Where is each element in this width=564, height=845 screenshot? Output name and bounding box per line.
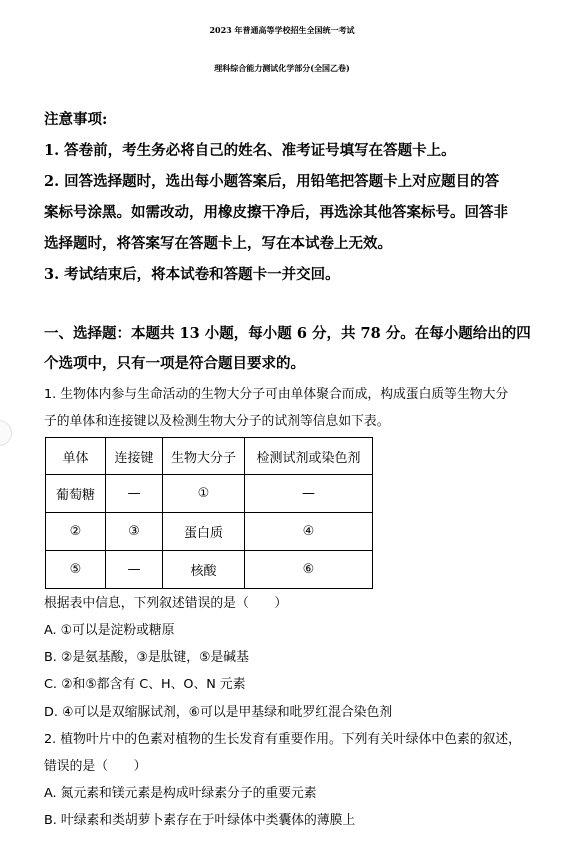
notice-line: 选择题时，将答案写在答题卡上，写在本试卷上无效。 [44, 235, 392, 252]
table-cell: 葡萄糖 [46, 475, 106, 513]
table-cell: ⑤ [46, 551, 106, 589]
section-heading-cont: 个选项中，只有一项是符合题目要求的。 [44, 355, 305, 372]
notice-line: 3. 考试结束后，将本试卷和答题卡一并交回。 [44, 266, 340, 283]
table-row [46, 513, 373, 551]
table-header-cell: 连接键 [106, 438, 163, 475]
table-cell: — [106, 551, 163, 589]
question-1-prompt: 根据表中信息，下列叙述错误的是（ ） [44, 596, 288, 611]
table-header-row [46, 438, 373, 475]
table-cell: ③ [106, 513, 163, 551]
notice-line: 1. 答卷前，考生务必将自己的姓名、准考证号填写在答题卡上。 [44, 142, 456, 159]
exam-subtitle: 理科综合能力测试化学部分(全国乙卷) [214, 63, 350, 73]
table-cell: — [245, 475, 373, 513]
table-cell: 蛋白质 [163, 513, 245, 551]
table-cell: — [106, 475, 163, 513]
notice-line: 2. 回答选择题时，选出每小题答案后，用铅笔把答题卡上对应题目的答 [44, 173, 500, 190]
question-1-option-a: A. ①可以是淀粉或糖原 [44, 623, 175, 638]
question-2-stem-cont: 错误的是（ ） [44, 759, 147, 774]
question-2-option-b: B. 叶绿素和类胡萝卜素存在于叶绿体中类囊体的薄膜上 [44, 813, 356, 828]
table-cell: 核酸 [163, 551, 245, 589]
exam-title: 2023 年普通高等学校招生全国统一考试 [209, 25, 355, 35]
table-header-cell: 检测试剂或染色剂 [245, 438, 373, 475]
question-2-stem: 2. 植物叶片中的色素对植物的生长发育有重要作用。下列有关叶绿体中色素的叙述， [44, 732, 521, 747]
table-header-cell: 单体 [46, 438, 106, 475]
table-cell: ⑥ [245, 551, 373, 589]
notice-line: 案标号涂黑。如需改动，用橡皮擦干净后，再选涂其他答案标号。回答非 [44, 204, 508, 221]
table-cell: ④ [245, 513, 373, 551]
table-header-cell: 生物大分子 [163, 438, 245, 475]
table-row [46, 475, 373, 513]
notice-heading: 注意事项: [44, 111, 108, 128]
question-2-option-a: A. 氮元素和镁元素是构成叶绿素分子的重要元素 [44, 786, 317, 801]
table-cell: ② [46, 513, 106, 551]
section-heading: 一、选择题：本题共 13 小题，每小题 6 分，共 78 分。在每小题给出的四 [44, 325, 531, 342]
question-1-stem-cont: 子的单体和连接键以及检测生物大分子的试剂等信息如下表。 [44, 414, 390, 429]
question-1-option-d: D. ④可以是双缩脲试剂，⑥可以是甲基绿和吡罗红混合染色剂 [44, 705, 393, 720]
question-1-option-c: C. ②和⑤都含有 C、H、O、N 元素 [44, 677, 246, 692]
question-1-stem: 1. 生物体内参与生命活动的生物大分子可由单体聚合而成，构成蛋白质等生物大分 [44, 387, 509, 402]
question-1-option-b: B. ②是氨基酸，③是肽键，⑤是碱基 [44, 650, 249, 665]
q1-table [45, 437, 373, 589]
table-cell: ① [163, 475, 245, 513]
page-edge-marker [0, 420, 12, 446]
table-row [46, 551, 373, 589]
